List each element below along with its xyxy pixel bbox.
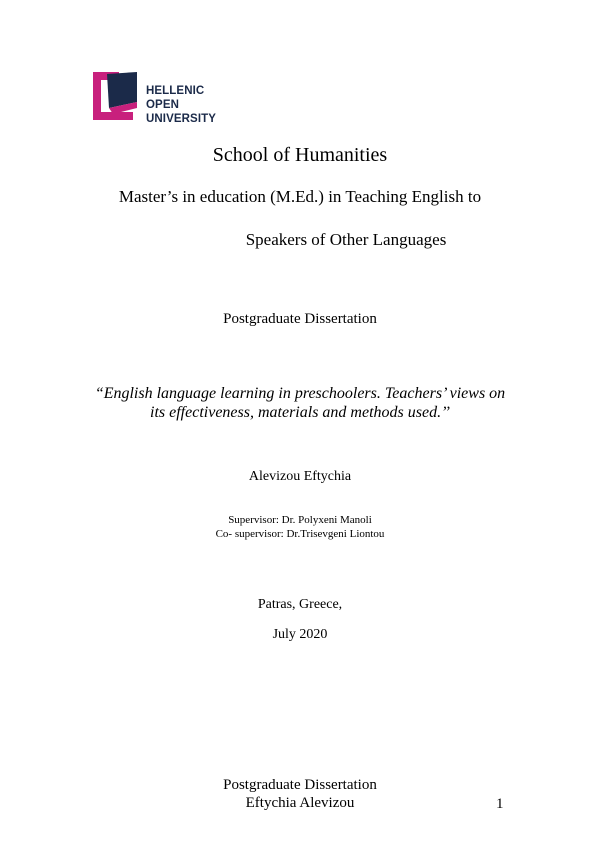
thesis-title-line-2: its effectiveness, materials and methods used.’’ (150, 404, 450, 421)
footer-author: Eftychia Alevizou (245, 795, 355, 811)
co-supervisor-line: Co- supervisor: Dr.Trisevgeni Liontou (215, 528, 385, 540)
program-title-line-1: Master’s in education (M.Ed.) in Teaching English to (118, 187, 482, 206)
logo-line-3: UNIVERSITY (146, 113, 217, 125)
thesis-title-line-1: “English language learning in preschoolers. Teachers’ views on (94, 385, 506, 402)
page-number: 1 (496, 796, 504, 812)
supervisor-line: Supervisor: Dr. Polyxeni Manoli (228, 514, 372, 526)
page-footer (0, 776, 600, 812)
program-title-line-2: Speakers of Other Languages (245, 230, 447, 249)
logo-line-1: HELLENIC (146, 85, 205, 97)
date: July 2020 (272, 627, 328, 642)
logo-emblem-icon (93, 72, 143, 120)
place: Patras, Greece, (257, 597, 343, 612)
thesis-title (0, 384, 600, 422)
footer-document-type: Postgraduate Dissertation (223, 777, 377, 793)
logo-text (146, 84, 216, 126)
author-name: Alevizou Eftychia (248, 469, 352, 484)
logo-line-2: OPEN (146, 99, 179, 111)
document-type: Postgraduate Dissertation (223, 311, 377, 327)
school-name: School of Humanities (212, 144, 388, 166)
university-logo (93, 72, 233, 128)
supervisors (0, 513, 600, 541)
